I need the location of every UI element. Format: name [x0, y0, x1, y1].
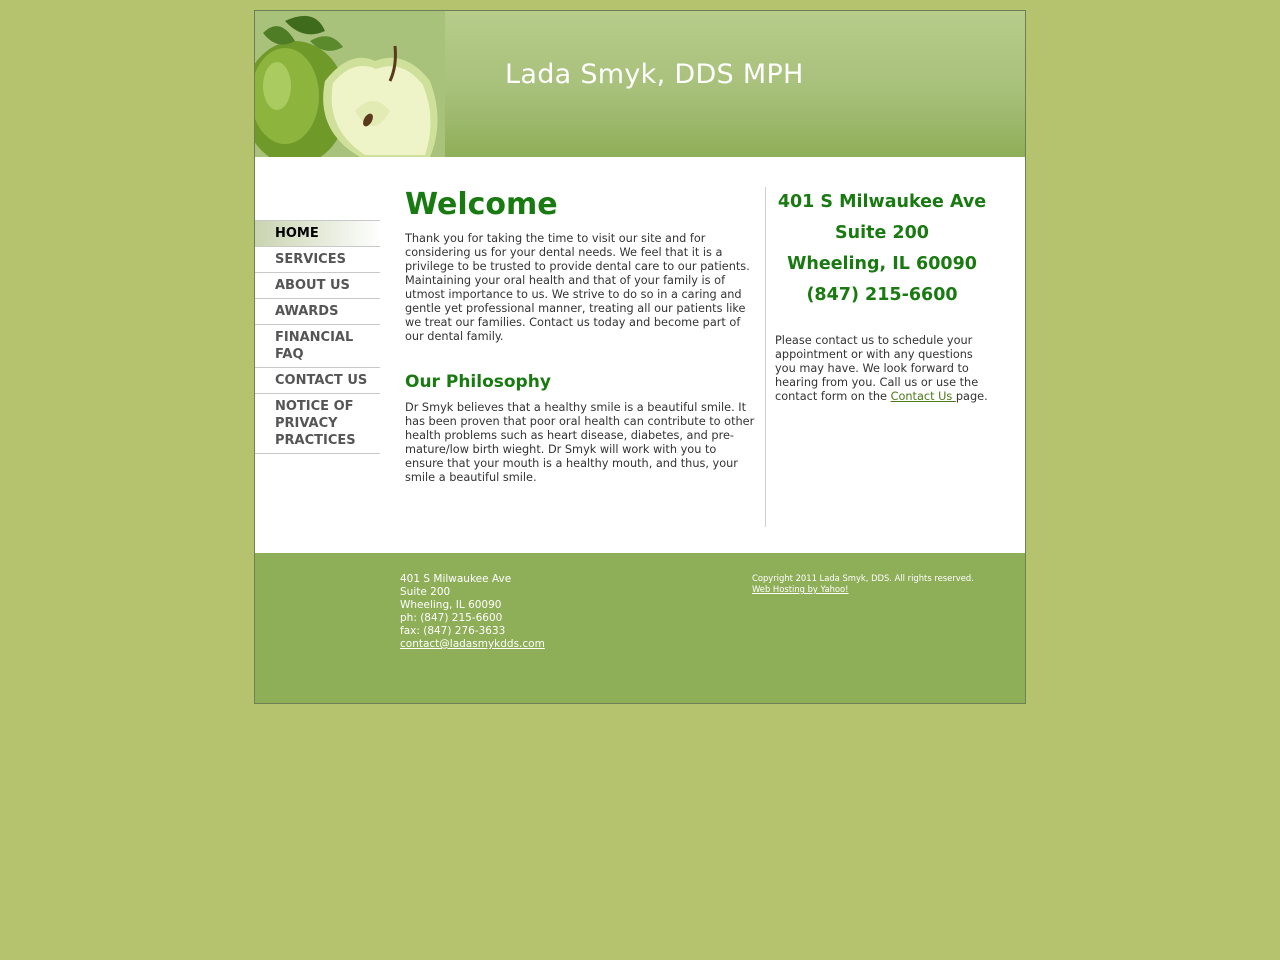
web-hosting-link[interactable]: Web Hosting by Yahoo!: [752, 584, 849, 594]
footer: [255, 553, 1025, 703]
welcome-paragraph: Thank you for taking the time to visit our site and for considering us for your dental needs. We feel that it is a privilege to be trusted to provide dental care to our patients. Maintaining your oral health and that of your family is of utmost importance to us. We strive to do so in a caring and gentle yet professional manner, treating all our patients like we treat our families. Contact us today and become part of our dental family.: [405, 232, 750, 343]
green-apple-image: [255, 11, 445, 157]
column-divider: [765, 187, 766, 527]
address-line-2: Suite 200: [835, 223, 929, 243]
nav-item-contact-us[interactable]: CONTACT US: [255, 368, 380, 394]
nav-item-services[interactable]: SERVICES: [255, 247, 380, 273]
page-title: Welcome: [405, 187, 558, 222]
main-content: [405, 187, 755, 485]
contact-text-after: page.: [955, 390, 988, 403]
address-line-1: 401 S Milwaukee Ave: [777, 192, 987, 212]
footer-address-line-1: 401 S Milwaukee Ave: [400, 573, 512, 585]
copyright-text: Copyright 2011 Lada Smyk, DDS. All rights reserved.: [752, 573, 974, 583]
header-banner: [255, 11, 1025, 157]
footer-address-line-2: Suite 200: [400, 586, 451, 598]
contact-text-before: Please contact us to schedule your appointment or with any questions you may have. We look forward to hearing from you. Call us or use the contact form on the: [775, 334, 979, 403]
footer-legal: [752, 573, 974, 595]
phone-number: (847) 215-6600: [806, 285, 958, 305]
nav-item-privacy-practices[interactable]: NOTICE OF PRIVACY PRACTICES: [255, 394, 380, 454]
nav-item-about-us[interactable]: ABOUT US: [255, 273, 380, 299]
page-container: [254, 10, 1026, 704]
contact-us-link[interactable]: Contact Us: [890, 390, 956, 403]
nav-item-home[interactable]: HOME: [255, 221, 380, 247]
footer-email-link[interactable]: contact@ladasmykdds.com: [400, 638, 545, 650]
site-title: Lada Smyk, DDS MPH: [505, 59, 804, 90]
contact-paragraph: [775, 334, 995, 404]
address-block: [775, 187, 989, 311]
philosophy-paragraph: Dr Smyk believes that a healthy smile is a beautiful smile. It has been proven that poor oral health can contribute to other health problems such as heart disease, diabetes, and pre-mature/low birth wieght. Dr Smyk will work with you to ensure that your mouth is a healthy mouth, and thus, your smile a beautiful smile.: [405, 401, 755, 484]
philosophy-heading: Our Philosophy: [405, 372, 551, 392]
nav-item-financial-faq[interactable]: FINANCIAL FAQ: [255, 325, 380, 368]
footer-contact-info: [400, 573, 545, 651]
nav-item-awards[interactable]: AWARDS: [255, 299, 380, 325]
address-line-3: Wheeling, IL 60090: [787, 254, 977, 274]
footer-phone: ph: (847) 215-6600: [400, 612, 503, 624]
footer-fax: fax: (847) 276-3633: [400, 625, 506, 637]
main-navigation: [255, 220, 380, 454]
footer-address-line-3: Wheeling, IL 60090: [400, 599, 502, 611]
